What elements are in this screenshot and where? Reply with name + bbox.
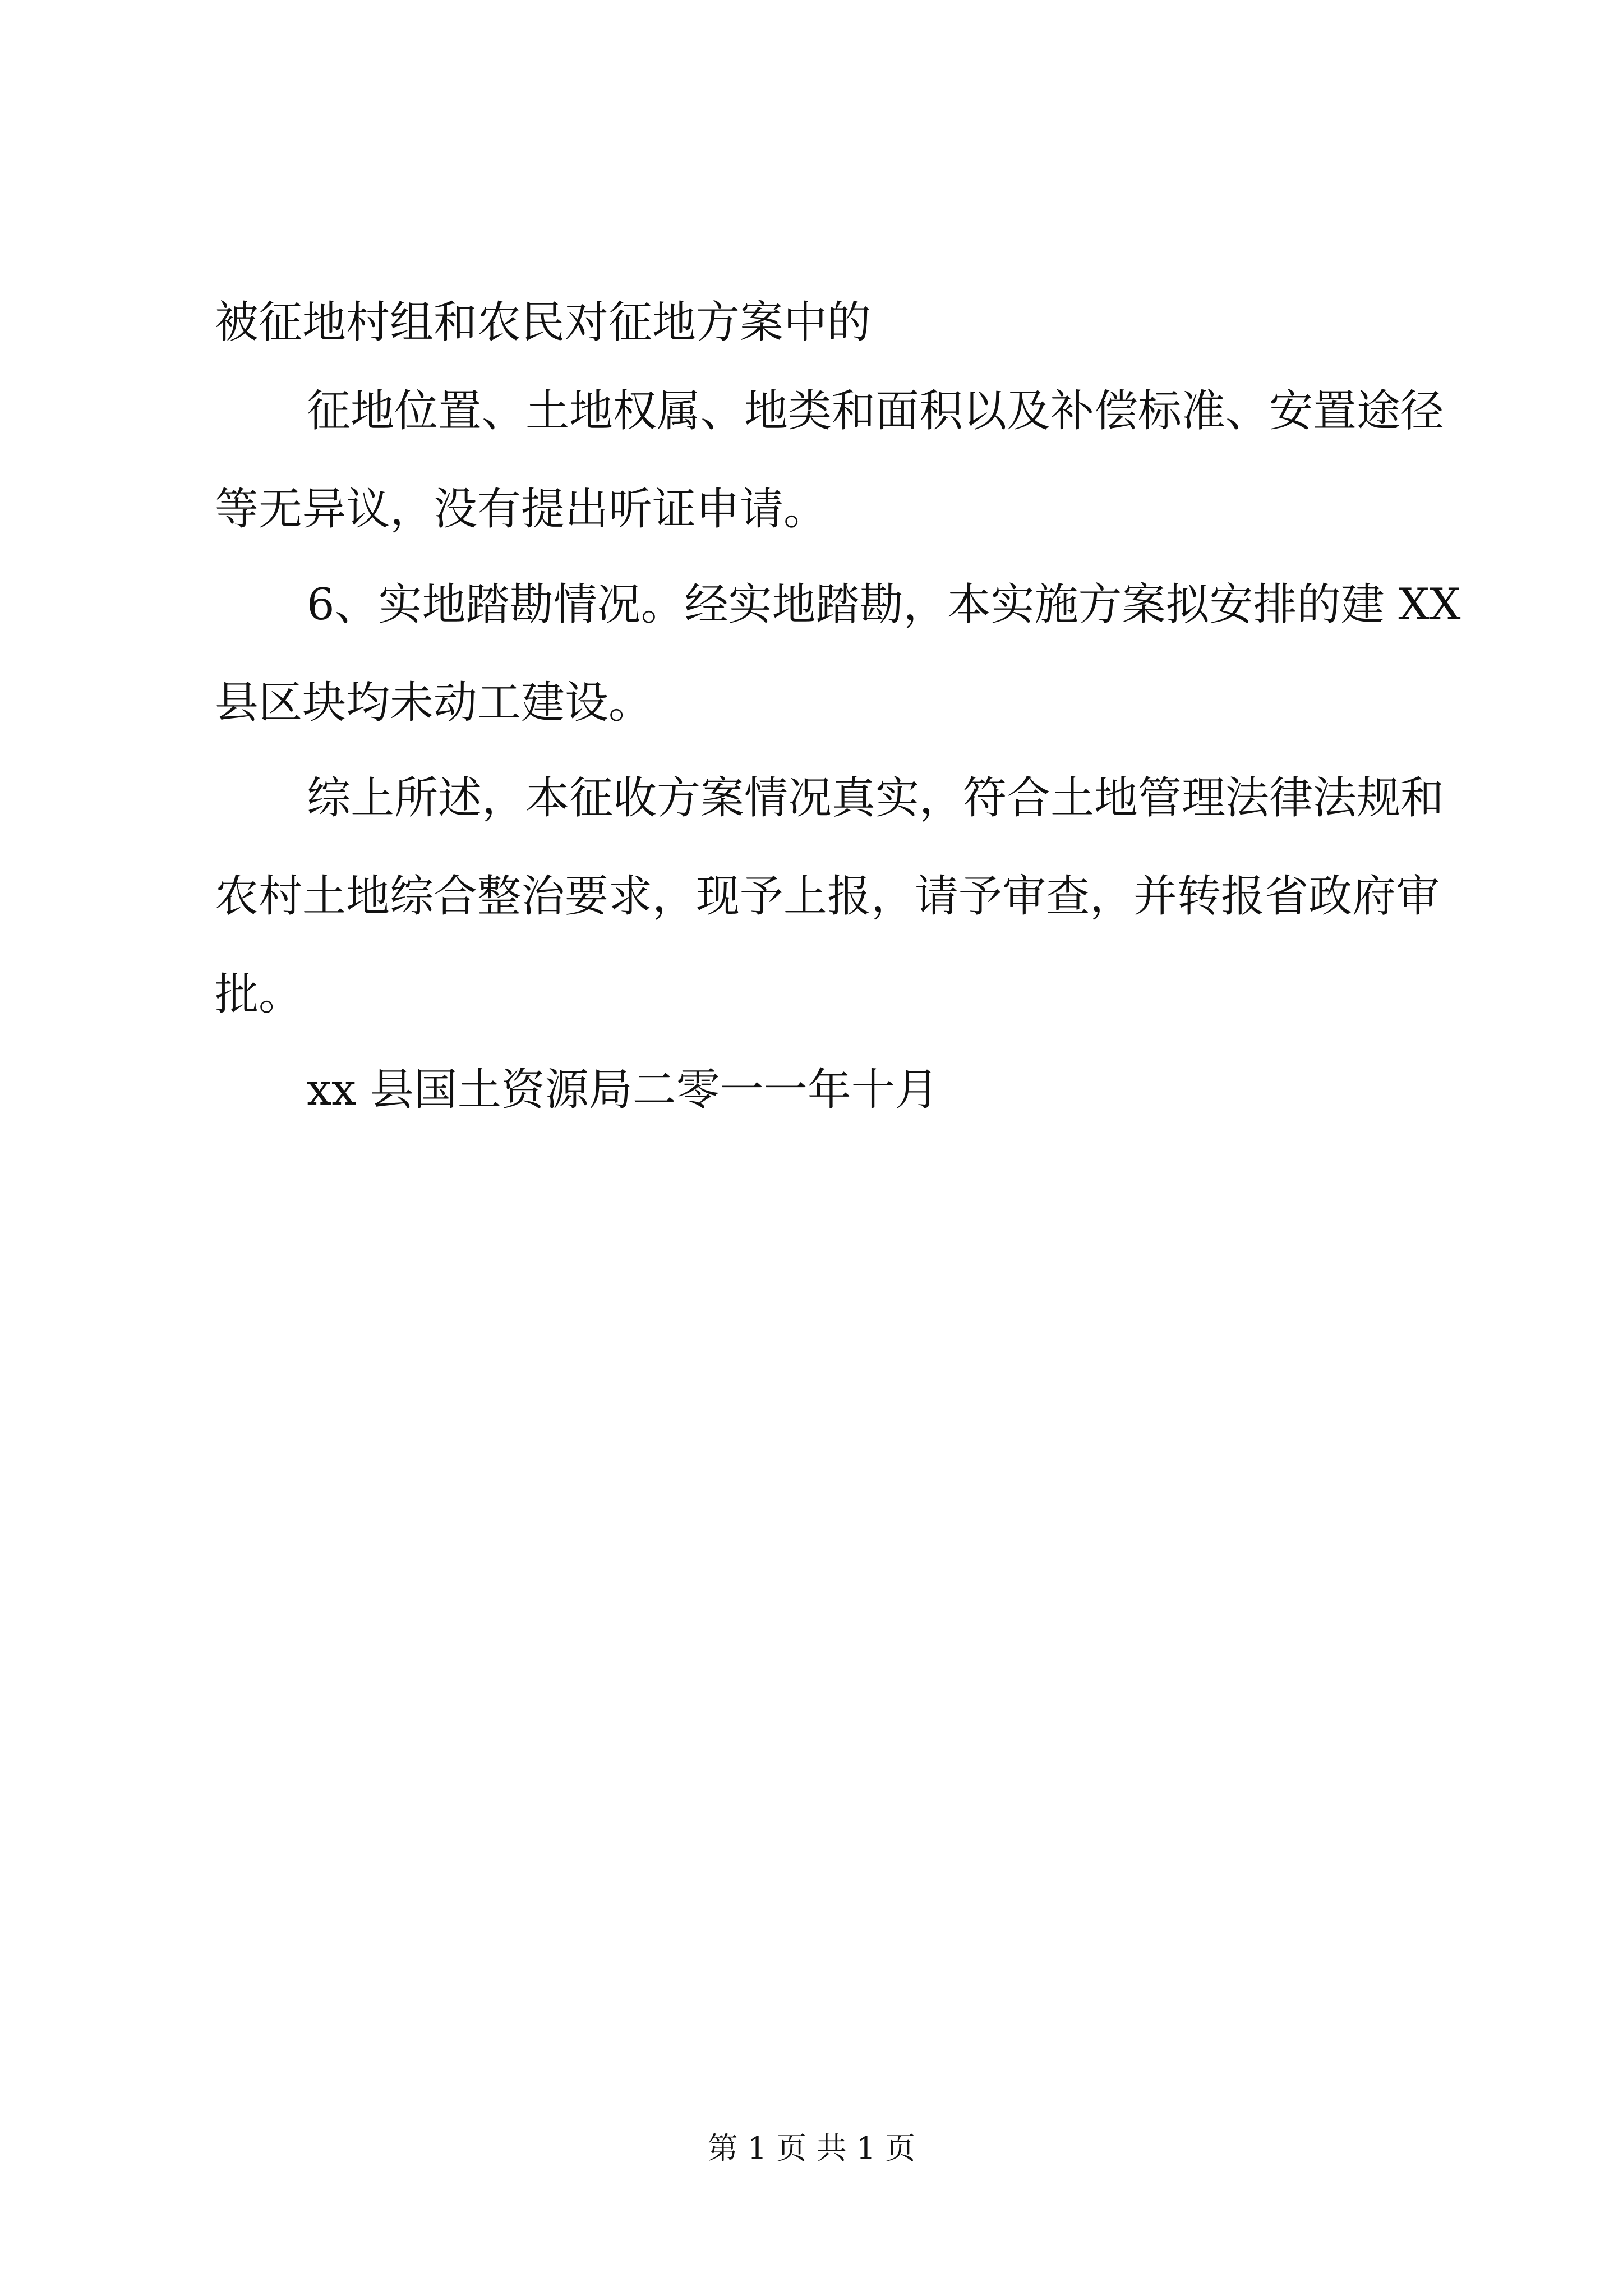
signature-line: xx 县国土资源局二零一一年十月 (307, 1065, 939, 1115)
paragraph-line: 6、实地踏勘情况。经实地踏勘，本实施方案拟安排的建 XX (307, 579, 1461, 630)
paragraph-line: 等无异议，没有提出听证申请。 (215, 484, 828, 535)
paragraph-line: 批。 (215, 969, 303, 1020)
paragraph-line: 综上所述，本征收方案情况真实，符合土地管理法律法规和 (307, 773, 1445, 823)
paragraph-line: 县区块均未动工建设。 (215, 678, 653, 728)
paragraph-line: 征地位置、土地权属、地类和面积以及补偿标准、安置途径 (307, 386, 1445, 436)
page-number-footer: 第 1 页 共 1 页 (707, 2131, 916, 2166)
paragraph-line: 被征地村组和农民对征地方案中的 (215, 297, 872, 348)
paragraph-line: 农村土地综合整治要求，现予上报，请予审查，并转报省政府审 (215, 871, 1440, 922)
document-body (215, 289, 1461, 1124)
